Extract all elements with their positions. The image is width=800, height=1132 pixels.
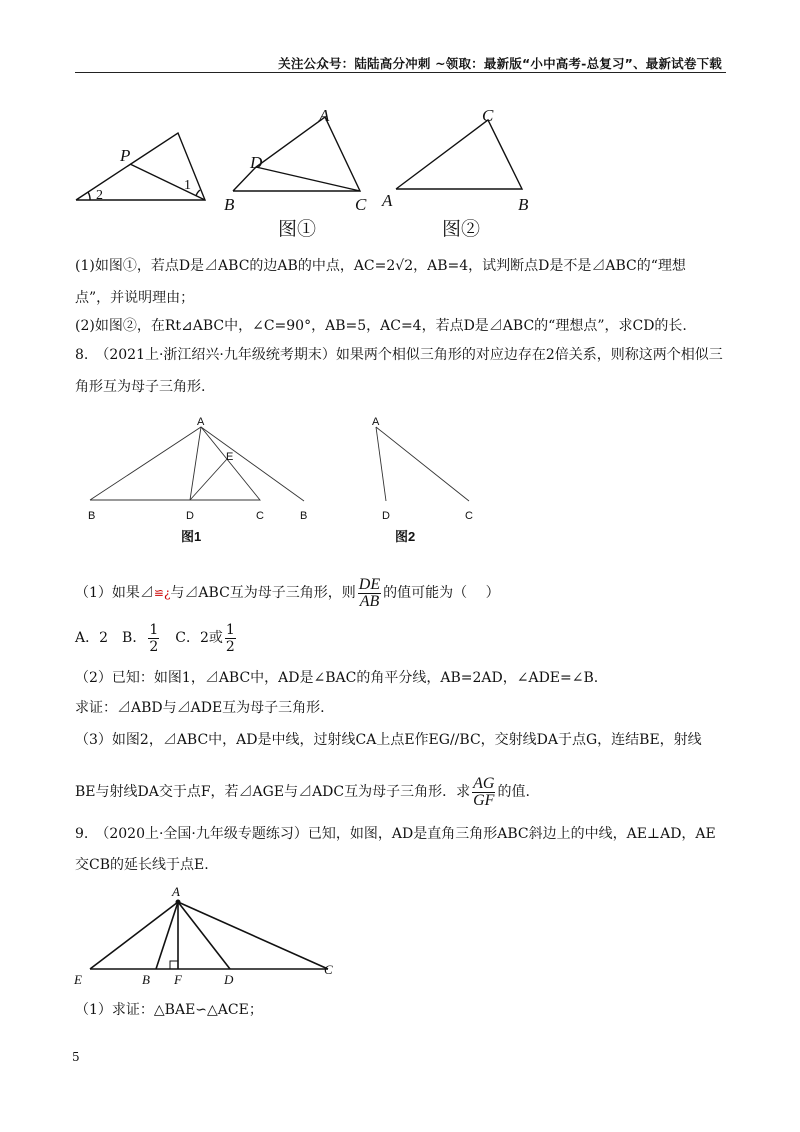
q7-part2: (2)如图②，在Rt⊿ABC中，∠C=90°，AB=5，AC=4，若点D是⊿ABC的“理想点”，求CD的长.: [75, 318, 687, 334]
q9-label-B: B: [142, 972, 150, 987]
q8-fig2-label-C: C: [465, 510, 473, 522]
q8-label-E: E: [226, 451, 234, 463]
q8-part1: [75, 575, 500, 611]
label-angle-2: 2: [96, 188, 103, 203]
q8-part2-prove: 求证：⊿ABD与⊿ADE互为母子三角形.: [75, 700, 325, 716]
option-a: A．2: [75, 630, 109, 646]
q7-figures: [60, 95, 560, 245]
q9-figure: [70, 880, 350, 990]
label-angle-1: 1: [184, 178, 191, 193]
q8-part3-line1: （3）如图2，⊿ABC中，AD是中线，过射线CA上点E作EG//BC，交射线DA于点G，连结BE，射线: [75, 732, 702, 748]
label-C: C: [355, 195, 367, 214]
q9-label-F: F: [174, 972, 182, 987]
label-A: A: [319, 106, 330, 125]
q8-figures: [80, 415, 500, 550]
q8-intro-line2: 角形互为母子三角形.: [75, 379, 206, 395]
q8-label-A: A: [197, 416, 205, 428]
option-b: B．: [122, 630, 147, 646]
page-header: 关注公众号：陆陆高分冲刺 ~领取：最新版“小中高考-总复习”、最新试卷下载: [278, 56, 722, 71]
q8-part1-pre: （1）如果⊿: [75, 585, 154, 601]
q8-caption-fig1: 图1: [181, 529, 202, 544]
q8-fig2-label-B: B: [300, 510, 308, 522]
q9-label-C: C: [324, 962, 333, 977]
q8-fig2-label-A: A: [372, 416, 380, 428]
page-number: 5: [72, 1050, 80, 1064]
q8-fig2-label-D: D: [382, 510, 390, 522]
option-b-fraction: $\frac{1}{2}$: [149, 621, 159, 655]
q8-intro-line1: 8. （2021上·浙江绍兴·九年级统考期末）如果两个相似三角形的对应边存在2倍关系，则称这两个相似三: [75, 347, 723, 363]
q9-label-A: A: [172, 884, 180, 899]
header-rule: [75, 72, 726, 73]
q8-caption-fig2: 图2: [395, 529, 416, 544]
garbled-glyph: ≌¿: [153, 586, 171, 600]
q9-intro-line2: 交CB的延长线于点E.: [75, 857, 209, 873]
q7-part1-line1: (1)如图①，若点D是⊿ABC的边AB的中点，AC=2√2，AB=4，试判断点D是不是⊿ABC的“理想: [75, 258, 686, 274]
fraction-de-ab: $\frac{DE}{AB}$: [358, 575, 381, 610]
q8-label-D: D: [186, 510, 194, 522]
fraction-ag-gf: $\frac{AG}{GF}$: [473, 774, 495, 809]
q9-intro-line1: 9. （2020上·全国·九年级专题练习）已知，如图，AD是直角三角形ABC斜边上的中线，AE⊥AD，AE: [75, 826, 716, 842]
q8-part1-mid: 与⊿ABC互为母子三角形，则: [170, 585, 356, 601]
q7-part1-line2: 点”，并说明理由；: [75, 290, 195, 306]
label-A2: A: [382, 191, 393, 210]
q9-part1: （1）求证：△BAE∽△ACE；: [75, 1002, 263, 1018]
label-D: D: [250, 153, 263, 172]
q8-label-C: C: [256, 510, 264, 522]
q8-part1-post: 的值可能为（ ）: [383, 585, 500, 601]
option-c-fraction: $\frac{1}{2}$: [225, 621, 235, 655]
q8-part3-pre: BE与射线DA交于点F，若⊿AGE与⊿ADC互为母子三角形．求: [75, 784, 471, 800]
q8-part3-line2: [75, 774, 530, 810]
q8-label-B: B: [88, 510, 96, 522]
q9-label-E: E: [74, 972, 82, 987]
q9-label-D: D: [224, 972, 234, 987]
label-C2: C: [482, 106, 494, 125]
label-B: B: [224, 195, 235, 214]
label-B2: B: [518, 195, 529, 214]
option-c: C．2或: [175, 630, 223, 646]
label-P: P: [120, 146, 131, 165]
caption-fig2: 图②: [442, 219, 481, 240]
caption-fig1: 图①: [278, 219, 317, 240]
q8-part3-post: 的值.: [497, 784, 530, 800]
q8-part2: （2）已知：如图1，⊿ABC中，AD是∠BAC的角平分线，AB=2AD，∠ADE=∠B.: [75, 670, 599, 686]
q8-options: [75, 620, 238, 656]
